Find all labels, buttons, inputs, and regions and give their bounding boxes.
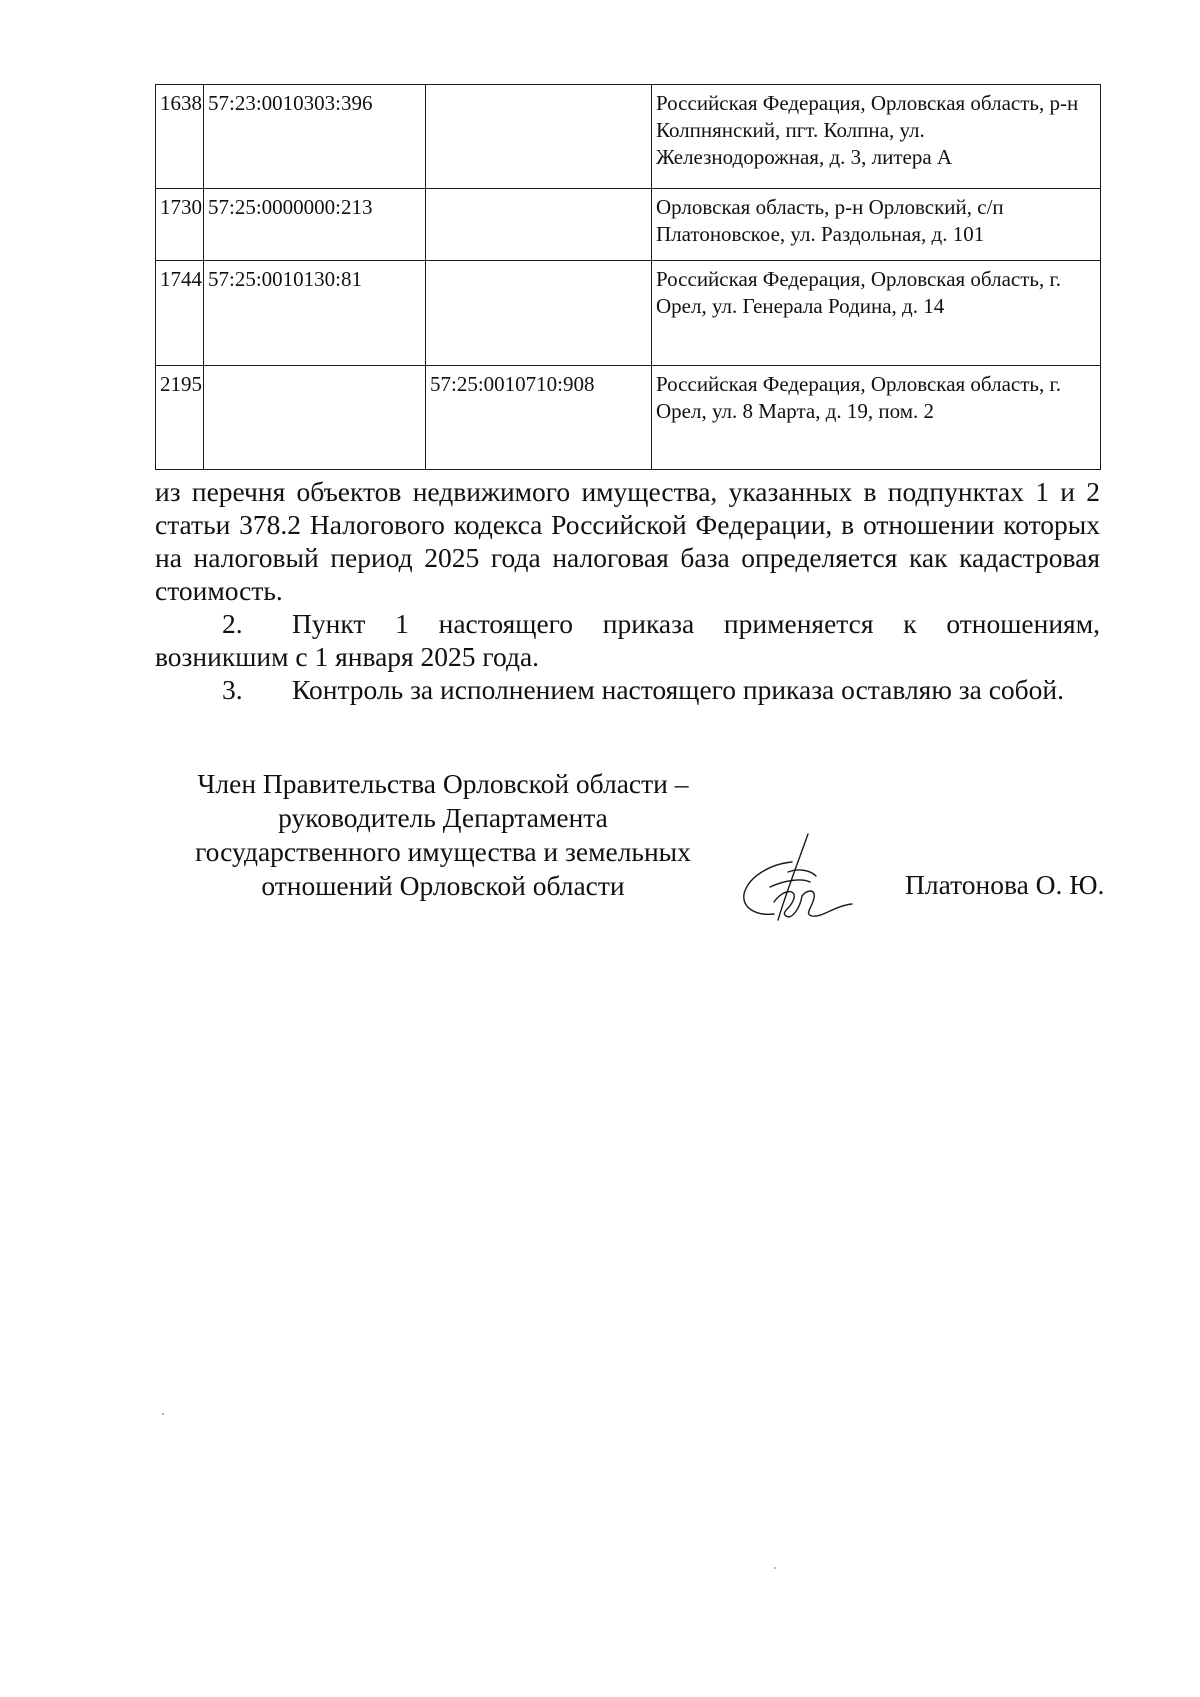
handwritten-signature: [730, 832, 855, 932]
row-number: 1744: [156, 261, 204, 366]
item-3-text: Контроль за исполнением настоящего приказа оставляю за собой.: [292, 674, 1064, 705]
table-row: [156, 366, 1101, 470]
item-2-paragraph: [155, 607, 1100, 673]
row-number: 2195: [156, 366, 204, 470]
property-address: Российская Федерация, Орловская область, г. Орел, ул. 8 Марта, д. 19, пом. 2: [652, 366, 1101, 470]
cadastral-premises-number: [426, 85, 652, 189]
item-3-number: 3.: [222, 674, 243, 705]
property-address: Российская Федерация, Орловская область, г. Орел, ул. Генерала Родина, д. 14: [652, 261, 1101, 366]
item-2-text: Пункт 1 настоящего приказа применяется к отношениям, возникшим с 1 января 2025 года.: [155, 608, 1100, 672]
row-number: 1638: [156, 85, 204, 189]
position-line: Член Правительства Орловской области –: [197, 768, 689, 799]
scan-speck: [162, 1413, 164, 1415]
continuation-paragraph: из перечня объектов недвижимого имущества, указанных в подпунктах 1 и 2 статьи 378.2 Налогового кодекса Российской Федерации, в отношении которых на налоговый период 2025 года налоговая база определяется как кадастровая стоимость.: [155, 476, 1100, 606]
position-line: отношений Орловской области: [261, 870, 625, 901]
table-row: [156, 85, 1101, 189]
cadastral-building-number: 57:23:0010303:396: [204, 85, 426, 189]
signatory-name: Платонова О. Ю.: [905, 869, 1105, 900]
signatory-position: [178, 767, 708, 903]
cadastral-premises-number: [426, 189, 652, 261]
scan-speck: [774, 1567, 776, 1569]
table-row: [156, 261, 1101, 366]
cadastral-building-number: 57:25:0000000:213: [204, 189, 426, 261]
property-address: Орловская область, р-н Орловский, с/п Платоновское, ул. Раздольная, д. 101: [652, 189, 1101, 261]
cadastral-premises-number: 57:25:0010710:908: [426, 366, 652, 470]
property-table: [155, 84, 1101, 470]
item-3-paragraph: [155, 673, 1100, 706]
cadastral-building-number: [204, 366, 426, 470]
position-line: государственного имущества и земельных: [195, 836, 691, 867]
position-line: руководитель Департамента: [278, 802, 608, 833]
table-row: [156, 189, 1101, 261]
cadastral-building-number: 57:25:0010130:81: [204, 261, 426, 366]
property-address: Российская Федерация, Орловская область, р-н Колпнянский, пгт. Колпна, ул. Железнодорожная, д. 3, литера А: [652, 85, 1101, 189]
item-2-number: 2.: [222, 608, 243, 639]
row-number: 1730: [156, 189, 204, 261]
cadastral-premises-number: [426, 261, 652, 366]
